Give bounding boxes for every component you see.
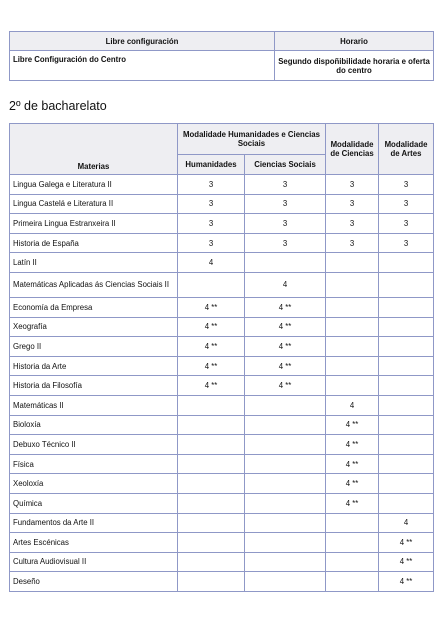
table-row: [10, 572, 434, 592]
subject-cell: Xeoloxía: [10, 474, 178, 494]
artes-cell: [379, 415, 434, 435]
ciencias-sociais-cell: [245, 253, 326, 273]
artes-cell: [379, 435, 434, 455]
subject-cell: Latín II: [10, 253, 178, 273]
ciencias-cell: [326, 552, 379, 572]
subject-cell: Cultura Audiovisual II: [10, 552, 178, 572]
ciencias-cell: [326, 253, 379, 273]
artes-cell: [379, 317, 434, 337]
table-row: [10, 513, 434, 533]
table-row: [10, 474, 434, 494]
artes-cell: 3: [379, 233, 434, 253]
table-row: [10, 493, 434, 513]
artes-cell: [379, 474, 434, 494]
ciencias-cell: 4 **: [326, 415, 379, 435]
ciencias-cell: [326, 572, 379, 592]
ciencias-cell: [326, 356, 379, 376]
ciencias-sociais-cell: [245, 533, 326, 553]
table-row: [10, 214, 434, 234]
humanidades-cell: 4: [178, 253, 245, 273]
ciencias-sociais-cell: 3: [245, 194, 326, 214]
artes-cell: 4: [379, 513, 434, 533]
subject-cell: Lingua Castelá e Literatura II: [10, 194, 178, 214]
table-row: [10, 337, 434, 357]
ciencias-sociais-cell: [245, 474, 326, 494]
ciencias-sociais-cell: 3: [245, 214, 326, 234]
table-row: [10, 194, 434, 214]
ciencias-cell: 4: [326, 395, 379, 415]
header-modalidade-hcs: Modalidade Humanidades e Ciencias Sociais: [178, 124, 326, 155]
ciencias-cell: [326, 317, 379, 337]
artes-cell: 4 **: [379, 552, 434, 572]
ciencias-sociais-cell: [245, 513, 326, 533]
ciencias-sociais-cell: [245, 572, 326, 592]
artes-cell: [379, 337, 434, 357]
cell-libre-configuracion-centro: Libre Configuración do Centro: [10, 51, 275, 81]
artes-cell: [379, 376, 434, 396]
ciencias-sociais-cell: 4 **: [245, 337, 326, 357]
ciencias-sociais-cell: 4: [245, 272, 326, 297]
humanidades-cell: [178, 474, 245, 494]
ciencias-cell: 3: [326, 214, 379, 234]
table-row: [10, 253, 434, 273]
ciencias-cell: 3: [326, 194, 379, 214]
ciencias-sociais-cell: 3: [245, 233, 326, 253]
humanidades-cell: [178, 435, 245, 455]
ciencias-sociais-cell: [245, 395, 326, 415]
ciencias-cell: [326, 513, 379, 533]
header-materias: Materias: [10, 124, 178, 175]
artes-cell: 4 **: [379, 572, 434, 592]
ciencias-cell: 3: [326, 233, 379, 253]
header-modalidade-ciencias: Modalidade de Ciencias: [326, 124, 379, 175]
ciencias-cell: [326, 337, 379, 357]
humanidades-cell: [178, 454, 245, 474]
table-row: [10, 356, 434, 376]
subject-cell: Grego II: [10, 337, 178, 357]
ciencias-sociais-cell: 4 **: [245, 297, 326, 317]
humanidades-cell: 4 **: [178, 297, 245, 317]
ciencias-sociais-cell: 3: [245, 175, 326, 195]
ciencias-sociais-cell: [245, 454, 326, 474]
humanidades-cell: 3: [178, 175, 245, 195]
ciencias-cell: 4 **: [326, 493, 379, 513]
artes-cell: 3: [379, 175, 434, 195]
ciencias-cell: [326, 297, 379, 317]
table-row: [10, 395, 434, 415]
cell-horario-value: Segundo dispoñibilidade horaria e oferta do centro: [275, 51, 434, 81]
bacharelato-subjects-table: [9, 123, 434, 592]
artes-cell: 4 **: [379, 533, 434, 553]
humanidades-cell: [178, 493, 245, 513]
subject-cell: Historia de España: [10, 233, 178, 253]
header-ciencias-sociais: Ciencias Sociais: [245, 155, 326, 175]
table-row: [10, 272, 434, 297]
subject-cell: Bioloxía: [10, 415, 178, 435]
subject-cell: Historia da Filosofía: [10, 376, 178, 396]
subject-cell: Matemáticas II: [10, 395, 178, 415]
header-horario: Horario: [275, 32, 434, 51]
libre-configuracion-table: [9, 31, 434, 81]
artes-cell: [379, 356, 434, 376]
ciencias-sociais-cell: 4 **: [245, 317, 326, 337]
table-row: [10, 297, 434, 317]
table-row: [10, 533, 434, 553]
header-modalidade-artes: Modalidade de Artes: [379, 124, 434, 175]
humanidades-cell: [178, 272, 245, 297]
artes-cell: [379, 297, 434, 317]
ciencias-sociais-cell: [245, 435, 326, 455]
header-humanidades: Humanidades: [178, 155, 245, 175]
artes-cell: 3: [379, 214, 434, 234]
table-row: [10, 175, 434, 195]
table-row: [10, 454, 434, 474]
artes-cell: 3: [379, 194, 434, 214]
section-title: 2º de bacharelato: [9, 99, 107, 113]
subject-cell: Deseño: [10, 572, 178, 592]
artes-cell: [379, 395, 434, 415]
subject-cell: Física: [10, 454, 178, 474]
ciencias-sociais-cell: [245, 415, 326, 435]
subject-cell: Lingua Galega e Literatura II: [10, 175, 178, 195]
subject-cell: Historia da Arte: [10, 356, 178, 376]
humanidades-cell: 3: [178, 214, 245, 234]
artes-cell: [379, 272, 434, 297]
table-row: [10, 435, 434, 455]
artes-cell: [379, 253, 434, 273]
subjects-body: [10, 175, 434, 592]
ciencias-cell: 4 **: [326, 454, 379, 474]
humanidades-cell: [178, 552, 245, 572]
ciencias-cell: 3: [326, 175, 379, 195]
table-row: [10, 317, 434, 337]
ciencias-cell: [326, 376, 379, 396]
humanidades-cell: [178, 533, 245, 553]
table-row: [10, 552, 434, 572]
artes-cell: [379, 493, 434, 513]
humanidades-cell: 4 **: [178, 337, 245, 357]
subject-cell: Artes Escénicas: [10, 533, 178, 553]
humanidades-cell: [178, 572, 245, 592]
humanidades-cell: 4 **: [178, 317, 245, 337]
subject-cell: Economía da Empresa: [10, 297, 178, 317]
table-row: [10, 233, 434, 253]
humanidades-cell: [178, 395, 245, 415]
artes-cell: [379, 454, 434, 474]
ciencias-cell: [326, 533, 379, 553]
subject-cell: Fundamentos da Arte II: [10, 513, 178, 533]
ciencias-sociais-cell: 4 **: [245, 376, 326, 396]
subject-cell: Química: [10, 493, 178, 513]
ciencias-cell: 4 **: [326, 435, 379, 455]
table-row: [10, 376, 434, 396]
humanidades-cell: 3: [178, 233, 245, 253]
humanidades-cell: [178, 415, 245, 435]
header-libre-configuracion: Libre configuración: [10, 32, 275, 51]
subject-cell: Xeografía: [10, 317, 178, 337]
ciencias-cell: [326, 272, 379, 297]
humanidades-cell: 4 **: [178, 356, 245, 376]
table-row: [10, 415, 434, 435]
ciencias-cell: 4 **: [326, 474, 379, 494]
subject-cell: Primeira Lingua Estranxeira II: [10, 214, 178, 234]
humanidades-cell: 4 **: [178, 376, 245, 396]
ciencias-sociais-cell: [245, 552, 326, 572]
ciencias-sociais-cell: 4 **: [245, 356, 326, 376]
humanidades-cell: 3: [178, 194, 245, 214]
subject-cell: Matemáticas Aplicadas ás Ciencias Sociais II: [10, 272, 178, 297]
humanidades-cell: [178, 513, 245, 533]
subject-cell: Debuxo Técnico II: [10, 435, 178, 455]
ciencias-sociais-cell: [245, 493, 326, 513]
